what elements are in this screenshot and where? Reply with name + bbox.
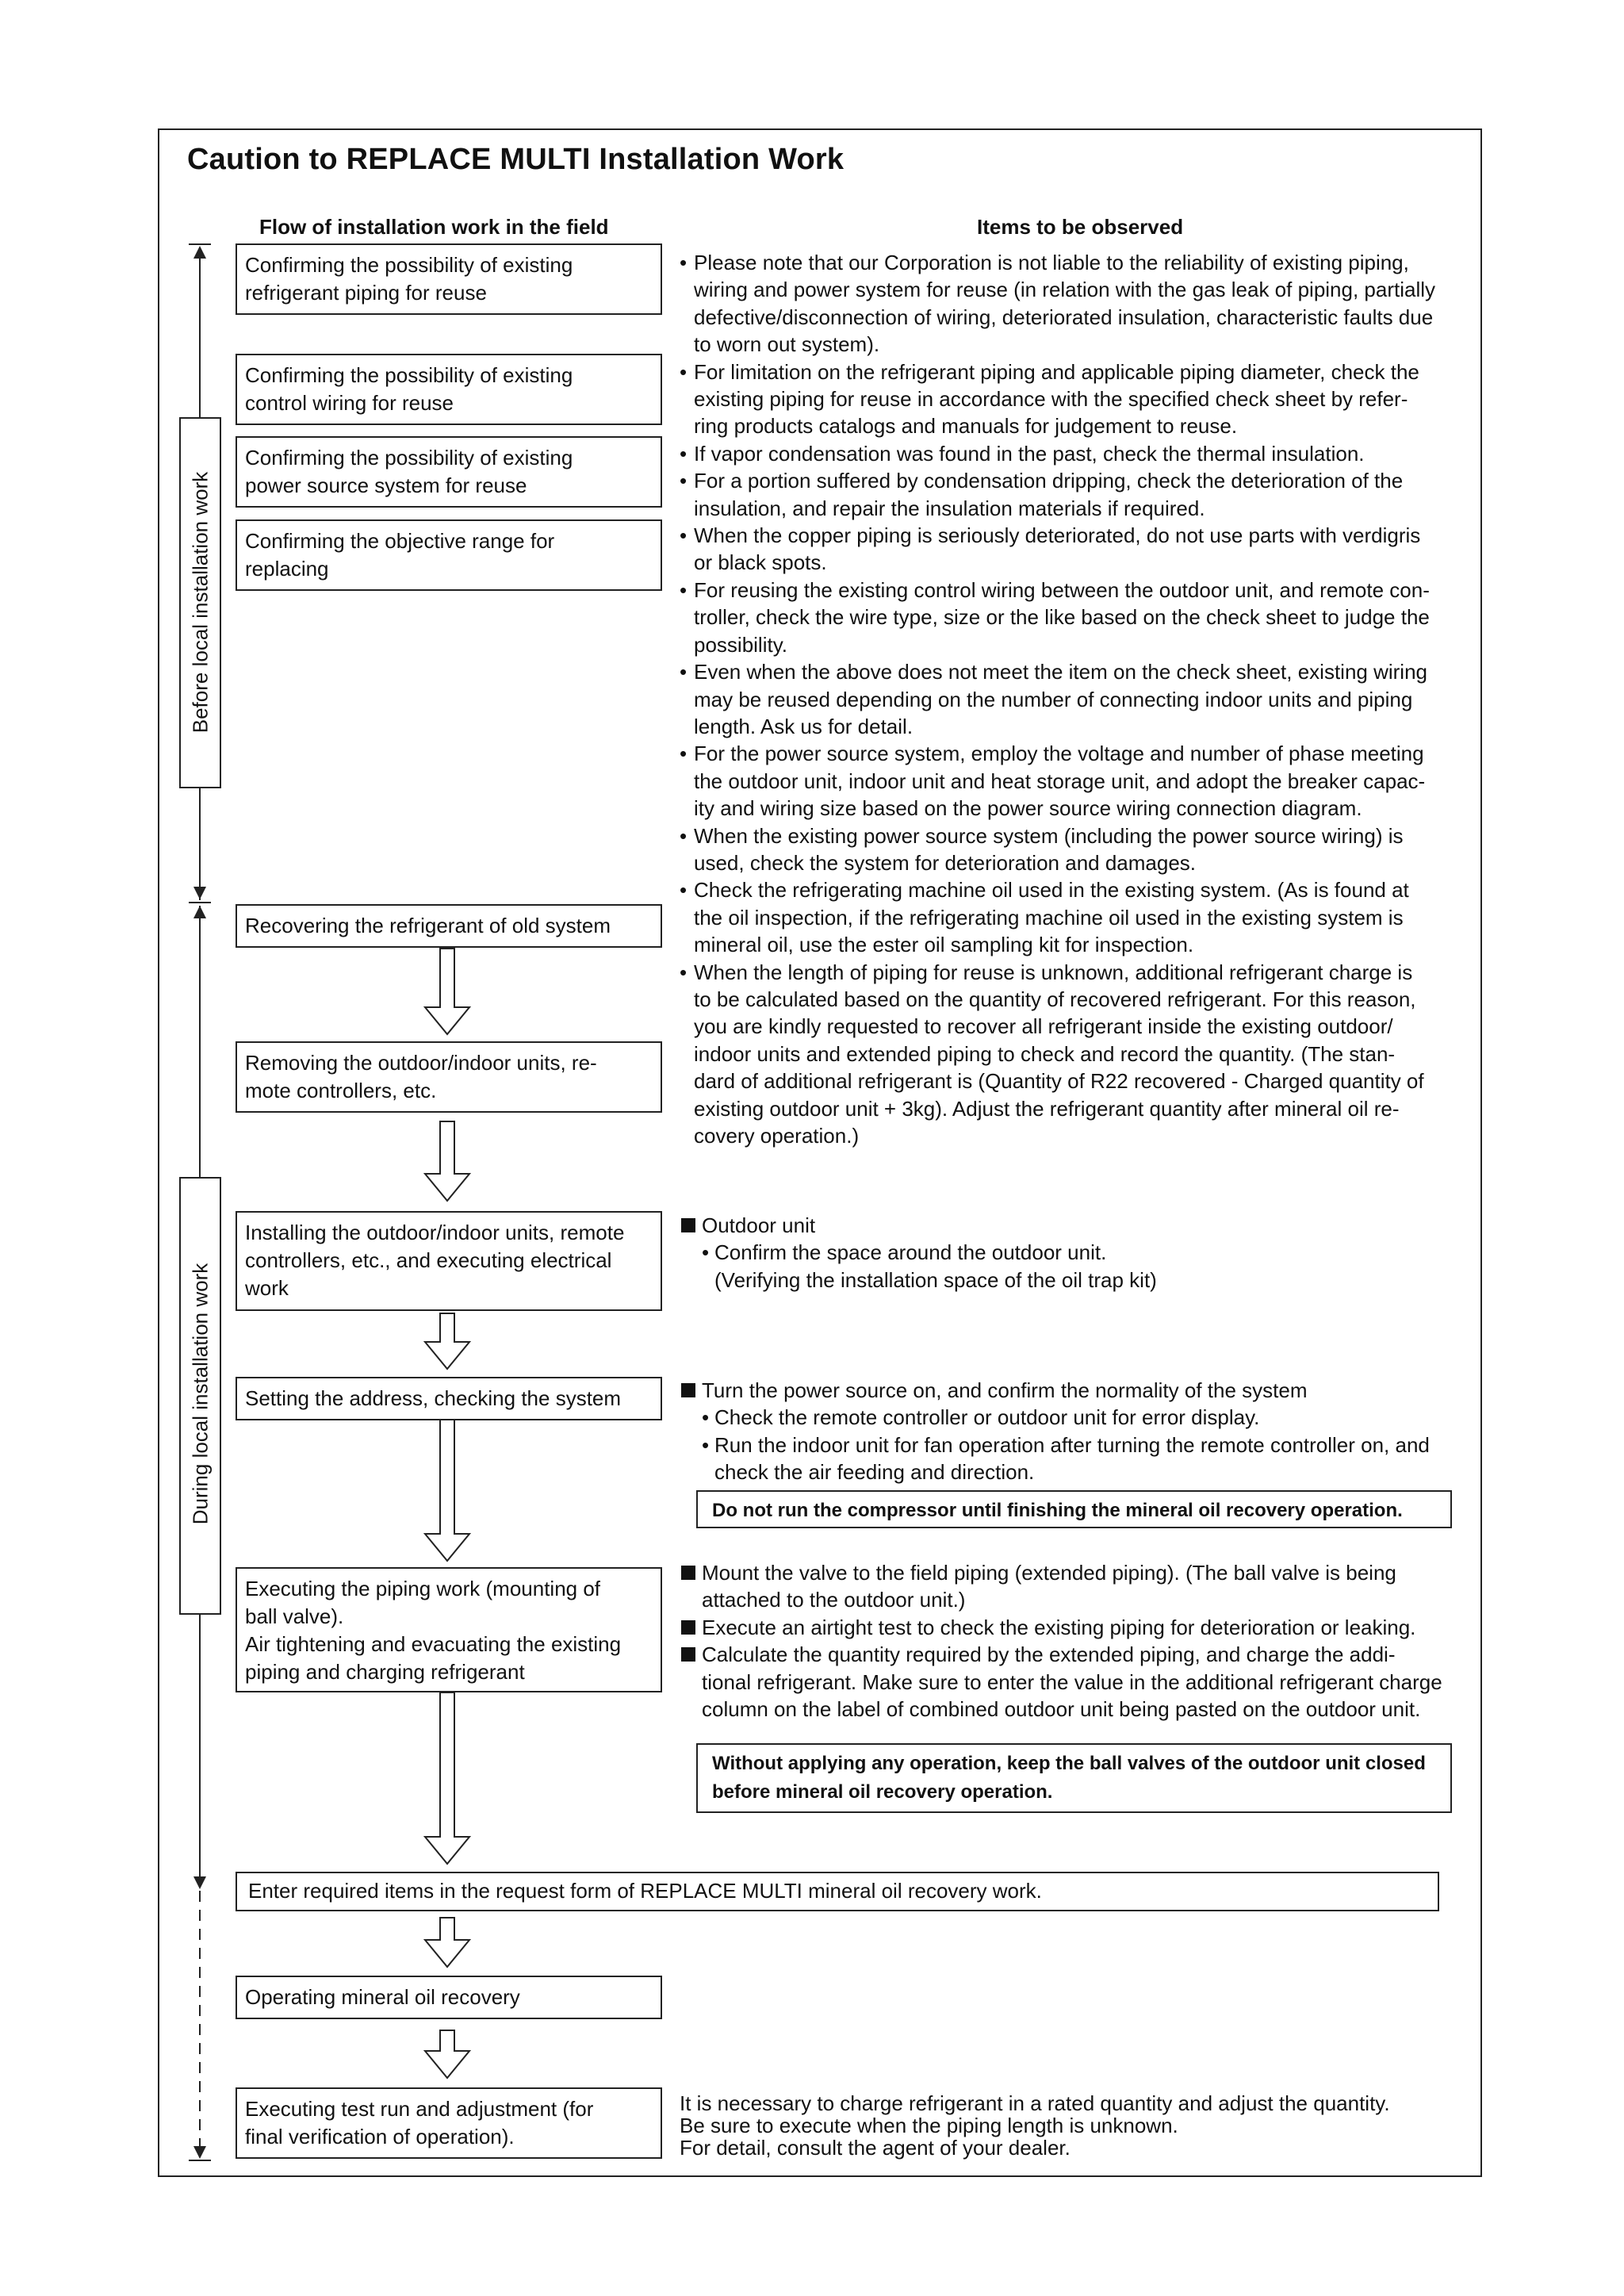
note-heading: Turn the power source on, and confirm the normality of the system	[680, 1377, 1465, 1404]
step-text: ball valve).	[245, 1604, 344, 1628]
flow-arrow-7	[425, 2030, 469, 2078]
step-text: Confirming the possibility of existing	[245, 253, 573, 277]
page-title: Caution to REPLACE MULTI Installation Work	[187, 143, 845, 176]
step-text: controllers, etc., and executing electrical	[245, 1248, 612, 1272]
note-item: Calculate the quantity required by the extended piping, and charge the addi- tional refrigerant. Make sure to enter the value in the additional refrigerant charge column on the label of combined outdoor unit being pasted on the outdoor unit.	[680, 1641, 1465, 1723]
flow-column-header: Flow of installation work in the field	[259, 215, 609, 239]
step-confirm-range	[236, 519, 662, 591]
step-text: Operating mineral oil recovery	[245, 1985, 520, 2009]
step-text: Air tightening and evacuating the existing	[245, 1632, 622, 1656]
step-text: Executing the piping work (mounting of	[245, 1577, 601, 1600]
note-item: • When the existing power source system (including the power source wiring) is used, check the system for deterioration and damages.	[680, 822, 1465, 877]
flow-arrow-2	[425, 1121, 469, 1201]
step-text: Installing the outdoor/indoor units, remote	[245, 1221, 625, 1244]
note-item: • For reusing the existing control wiring between the outdoor unit, and remote con- troller, check the wire type, size or the like based on the check sheet to judge the possibility.	[680, 577, 1465, 658]
during-timeline-up-arrowhead	[193, 906, 206, 918]
warning-line: before mineral oil recovery operation.	[712, 1781, 1053, 1803]
step-text: replacing	[245, 557, 329, 581]
step-text: Recovering the refrigerant of old system	[245, 914, 611, 937]
note-item: • For the power source system, employ the voltage and number of phase meeting the outdoor unit, indoor unit and heat storage unit, and adopt the breaker capac- ity and wiring size based on the power source wiring connection diagram.	[680, 740, 1465, 822]
step-confirm-control-wiring	[236, 354, 662, 425]
flow-arrow-3	[425, 1313, 469, 1369]
note-continuation: (Verifying the installation space of the oil trap kit)	[714, 1267, 1157, 1292]
step-text: work	[245, 1276, 289, 1300]
step-install-units	[236, 1211, 662, 1311]
step-piping-work	[236, 1567, 662, 1692]
final-timeline-arrowhead	[193, 2146, 206, 2159]
step-enter-request-form	[236, 1872, 1439, 1911]
compressor-warning-box: Do not run the compressor until finishing the mineral oil recovery operation.	[696, 1490, 1452, 1528]
before-phase-label: Before local installation work	[188, 471, 213, 734]
note-item: • When the length of piping for reuse is unknown, additional refrigerant charge is to be calculated based on the quantity of recovered refrigerant. For this reason, you are kindly requested to recover all refrigerant inside the existing outdoor/ indoor units and extended piping to check and record the quantity. (The stan- dard of additional refrigerant is (Quantity of R22 recovered - Charged quantity of existing outdoor unit + 3kg). Adjust the refrigerant quantity after mineral oil re- covery operation.)	[680, 959, 1465, 1150]
note-item: Execute an airtight test to check the existing piping for deterioration or leaking.	[680, 1614, 1465, 1641]
note-sub-item: • Check the remote controller or outdoor unit for error display.	[680, 1404, 1465, 1431]
notes-outdoor-unit	[680, 1212, 1465, 1294]
flow-arrow-4	[425, 1420, 469, 1561]
notes-piping	[680, 1559, 1465, 1723]
note-item: • Even when the above does not meet the item on the check sheet, existing wiring may be reused depending on the number of connecting indoor units and piping length. Ask us for detail.	[680, 658, 1465, 740]
notes-before	[680, 249, 1465, 1149]
note-sub-item: • Confirm the space around the outdoor unit.	[680, 1239, 1465, 1266]
step-remove-units	[236, 1041, 662, 1113]
note-item: • For limitation on the refrigerant piping and applicable piping diameter, check the existing piping for reuse in accordance with the specified check sheet by refer- ring products catalogs and manuals for judgement to reuse.	[680, 358, 1465, 440]
step-recover-refrigerant	[236, 904, 662, 948]
step-test-run	[236, 2087, 662, 2159]
flow-arrow-6	[425, 1918, 469, 1967]
step-confirm-power-source	[236, 436, 662, 508]
note-item: • Check the refrigerating machine oil used in the existing system. (As is found at the oil inspection, if the refrigerating machine oil used in the existing system is mineral oil, use the ester oil sampling kit for inspection.	[680, 876, 1465, 958]
final-note-line: Be sure to execute when the piping length is unknown.	[680, 2114, 1178, 2137]
step-text: control wiring for reuse	[245, 391, 454, 415]
notes-final	[680, 2092, 1465, 2159]
step-oil-recovery	[236, 1976, 662, 2019]
step-text: Enter required items in the request form of REPLACE MULTI mineral oil recovery work.	[248, 1879, 1042, 1903]
step-text: Executing test run and adjustment (for	[245, 2097, 594, 2121]
step-text: mote controllers, etc.	[245, 1079, 437, 1102]
ball-valve-warning-box	[696, 1743, 1452, 1813]
step-text: final verification of operation).	[245, 2125, 515, 2148]
flow-arrow-1	[425, 949, 469, 1034]
during-timeline-down-arrowhead	[193, 1876, 206, 1889]
note-item: Mount the valve to the field piping (extended piping). (The ball valve is being attached to the outdoor unit.)	[680, 1559, 1465, 1614]
notes-power-check	[680, 1377, 1465, 1486]
during-phase-label: During local installation work	[188, 1263, 213, 1525]
step-text: Confirming the possibility of existing	[245, 446, 573, 470]
final-note-line: It is necessary to charge refrigerant in a rated quantity and adjust the quantity.	[680, 2091, 1390, 2115]
note-item: • Please note that our Corporation is not liable to the reliability of existing piping, wiring and power system for reuse (in relation with the gas leak of piping, partially defective/disconnection of wiring, deteriorated insulation, characteristic faults due to worn out system).	[680, 249, 1465, 358]
step-text: Confirming the possibility of existing	[245, 363, 573, 387]
step-set-address	[236, 1377, 662, 1420]
step-confirm-piping	[236, 243, 662, 315]
note-sub-item: • Run the indoor unit for fan operation after turning the remote controller on, and check the air feeding and direction.	[680, 1432, 1465, 1486]
step-text: Removing the outdoor/indoor units, re-	[245, 1051, 597, 1075]
items-column-header: Items to be observed	[977, 215, 1184, 239]
note-item: • For a portion suffered by condensation dripping, check the deterioration of the insulation, and repair the insulation materials if required.	[680, 467, 1465, 522]
flow-arrow-5	[425, 1692, 469, 1864]
before-timeline-down-arrowhead	[193, 887, 206, 899]
before-timeline-up-arrowhead	[193, 246, 206, 259]
step-text: Setting the address, checking the system	[245, 1386, 622, 1410]
final-note-line: For detail, consult the agent of your dealer.	[680, 2136, 1071, 2160]
note-item: • If vapor condensation was found in the past, check the thermal insulation.	[680, 440, 1465, 467]
step-text: Confirming the objective range for	[245, 529, 555, 553]
note-item: • When the copper piping is seriously deteriorated, do not use parts with verdigris or black spots.	[680, 522, 1465, 577]
step-text: refrigerant piping for reuse	[245, 281, 487, 305]
step-text: power source system for reuse	[245, 473, 527, 497]
warning-line: Without applying any operation, keep the ball valves of the outdoor unit closed	[712, 1753, 1426, 1774]
step-text: piping and charging refrigerant	[245, 1660, 525, 1684]
note-heading: Outdoor unit	[680, 1212, 1465, 1239]
